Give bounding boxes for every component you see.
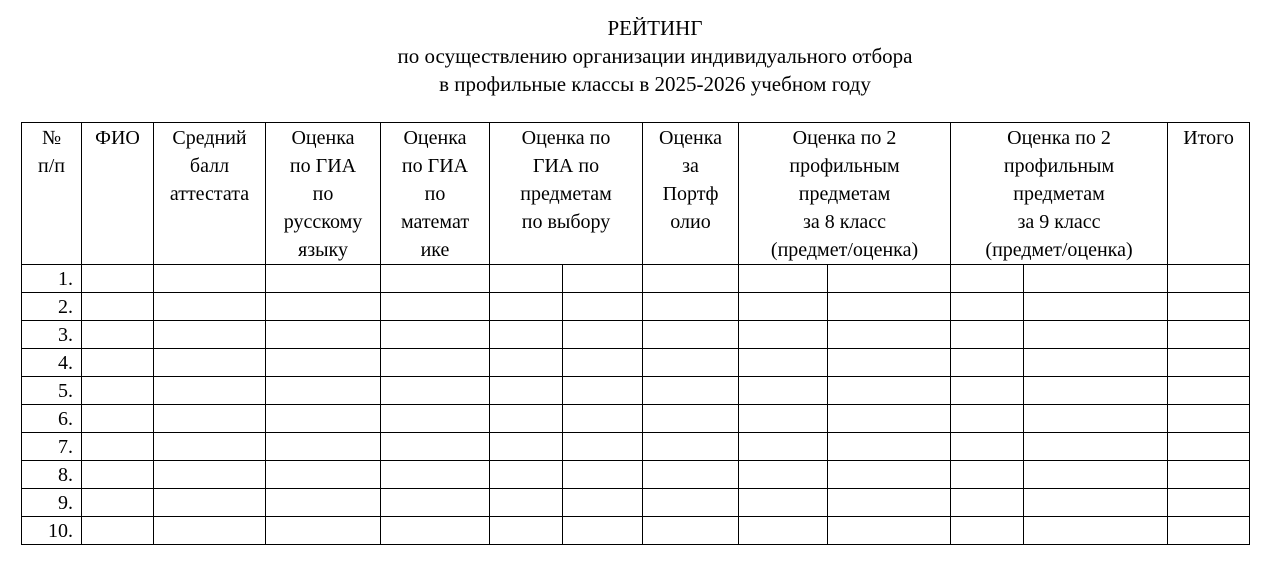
header-row-number: № п/п bbox=[22, 123, 82, 265]
cell-full-name[interactable] bbox=[82, 321, 154, 349]
row-number: 9. bbox=[22, 489, 82, 517]
cell-gia-russian[interactable] bbox=[266, 461, 381, 489]
table-row bbox=[22, 265, 1250, 293]
cell-gia-math[interactable] bbox=[381, 321, 490, 349]
cell-total[interactable] bbox=[1168, 461, 1250, 489]
cell-grade9-a[interactable] bbox=[951, 433, 1024, 461]
cell-portfolio[interactable] bbox=[643, 489, 739, 517]
cell-grade8-a[interactable] bbox=[739, 321, 828, 349]
cell-total[interactable] bbox=[1168, 489, 1250, 517]
cell-full-name[interactable] bbox=[82, 433, 154, 461]
header-gia-math: Оценка по ГИА по математ ике bbox=[381, 123, 490, 265]
cell-gia-elective-a[interactable] bbox=[490, 349, 563, 377]
header-average-grade: Средний балл аттестата bbox=[154, 123, 266, 265]
cell-grade8-b[interactable] bbox=[828, 293, 951, 321]
cell-grade8-b[interactable] bbox=[828, 349, 951, 377]
row-number: 2. bbox=[22, 293, 82, 321]
row-number: 6. bbox=[22, 405, 82, 433]
cell-grade8-a[interactable] bbox=[739, 377, 828, 405]
cell-grade9-b[interactable] bbox=[1024, 489, 1168, 517]
cell-gia-elective-b[interactable] bbox=[563, 293, 643, 321]
cell-grade9-a[interactable] bbox=[951, 265, 1024, 293]
table-row bbox=[22, 321, 1250, 349]
header-gia-elective: Оценка по ГИА по предметам по выбору bbox=[490, 123, 643, 265]
cell-grade9-a[interactable] bbox=[951, 321, 1024, 349]
title-subtitle-line-1: по осуществлению организации индивидуального отбора bbox=[397, 44, 913, 68]
cell-grade8-b[interactable] bbox=[828, 517, 951, 545]
header-total: Итого bbox=[1168, 123, 1250, 265]
cell-gia-elective-b[interactable] bbox=[563, 517, 643, 545]
table-header-row bbox=[22, 123, 1250, 265]
cell-grade9-a[interactable] bbox=[951, 489, 1024, 517]
cell-total[interactable] bbox=[1168, 517, 1250, 545]
cell-grade9-b[interactable] bbox=[1024, 349, 1168, 377]
cell-portfolio[interactable] bbox=[643, 433, 739, 461]
cell-average-grade[interactable] bbox=[154, 321, 266, 349]
cell-gia-elective-b[interactable] bbox=[563, 377, 643, 405]
cell-grade9-a[interactable] bbox=[951, 349, 1024, 377]
cell-grade8-b[interactable] bbox=[828, 489, 951, 517]
cell-gia-elective-b[interactable] bbox=[563, 405, 643, 433]
cell-grade9-a[interactable] bbox=[951, 461, 1024, 489]
cell-grade8-a[interactable] bbox=[739, 293, 828, 321]
cell-grade9-b[interactable] bbox=[1024, 321, 1168, 349]
cell-total[interactable] bbox=[1168, 377, 1250, 405]
row-number: 8. bbox=[22, 461, 82, 489]
cell-gia-russian[interactable] bbox=[266, 265, 381, 293]
cell-grade9-a[interactable] bbox=[951, 405, 1024, 433]
document-title bbox=[0, 14, 1274, 98]
cell-gia-elective-a[interactable] bbox=[490, 377, 563, 405]
cell-full-name[interactable] bbox=[82, 349, 154, 377]
cell-portfolio[interactable] bbox=[643, 321, 739, 349]
cell-gia-math[interactable] bbox=[381, 517, 490, 545]
cell-gia-elective-a[interactable] bbox=[490, 517, 563, 545]
cell-portfolio[interactable] bbox=[643, 517, 739, 545]
header-full-name: ФИО bbox=[82, 123, 154, 265]
cell-average-grade[interactable] bbox=[154, 293, 266, 321]
cell-total[interactable] bbox=[1168, 321, 1250, 349]
cell-gia-elective-a[interactable] bbox=[490, 461, 563, 489]
cell-gia-elective-a[interactable] bbox=[490, 433, 563, 461]
cell-grade9-b[interactable] bbox=[1024, 377, 1168, 405]
cell-gia-elective-b[interactable] bbox=[563, 321, 643, 349]
cell-average-grade[interactable] bbox=[154, 517, 266, 545]
cell-grade8-a[interactable] bbox=[739, 461, 828, 489]
cell-average-grade[interactable] bbox=[154, 349, 266, 377]
cell-gia-russian[interactable] bbox=[266, 433, 381, 461]
cell-average-grade[interactable] bbox=[154, 489, 266, 517]
table-row bbox=[22, 461, 1250, 489]
cell-grade9-b[interactable] bbox=[1024, 517, 1168, 545]
header-profile-grade-9: Оценка по 2 профильным предметам за 9 класс (предмет/оценка) bbox=[951, 123, 1168, 265]
cell-portfolio[interactable] bbox=[643, 293, 739, 321]
cell-gia-elective-b[interactable] bbox=[563, 489, 643, 517]
cell-portfolio[interactable] bbox=[643, 349, 739, 377]
cell-gia-elective-b[interactable] bbox=[563, 265, 643, 293]
cell-gia-elective-b[interactable] bbox=[563, 349, 643, 377]
cell-grade9-a[interactable] bbox=[951, 293, 1024, 321]
cell-gia-elective-b[interactable] bbox=[563, 461, 643, 489]
row-number: 3. bbox=[22, 321, 82, 349]
cell-full-name[interactable] bbox=[82, 293, 154, 321]
row-number: 10. bbox=[22, 517, 82, 545]
cell-gia-elective-b[interactable] bbox=[563, 433, 643, 461]
cell-gia-math[interactable] bbox=[381, 489, 490, 517]
cell-grade8-b[interactable] bbox=[828, 265, 951, 293]
table-row bbox=[22, 405, 1250, 433]
cell-gia-elective-a[interactable] bbox=[490, 293, 563, 321]
cell-grade8-b[interactable] bbox=[828, 321, 951, 349]
cell-grade8-a[interactable] bbox=[739, 349, 828, 377]
cell-gia-russian[interactable] bbox=[266, 293, 381, 321]
cell-full-name[interactable] bbox=[82, 461, 154, 489]
row-number: 5. bbox=[22, 377, 82, 405]
header-profile-grade-8: Оценка по 2 профильным предметам за 8 класс (предмет/оценка) bbox=[739, 123, 951, 265]
cell-gia-math[interactable] bbox=[381, 265, 490, 293]
cell-gia-elective-a[interactable] bbox=[490, 265, 563, 293]
cell-gia-math[interactable] bbox=[381, 433, 490, 461]
cell-gia-math[interactable] bbox=[381, 405, 490, 433]
cell-grade8-a[interactable] bbox=[739, 405, 828, 433]
cell-average-grade[interactable] bbox=[154, 405, 266, 433]
cell-full-name[interactable] bbox=[82, 377, 154, 405]
cell-grade8-a[interactable] bbox=[739, 517, 828, 545]
title-heading: РЕЙТИНГ bbox=[607, 16, 703, 40]
cell-gia-elective-a[interactable] bbox=[490, 489, 563, 517]
cell-gia-russian[interactable] bbox=[266, 321, 381, 349]
cell-gia-russian[interactable] bbox=[266, 377, 381, 405]
table-row bbox=[22, 489, 1250, 517]
cell-grade9-b[interactable] bbox=[1024, 293, 1168, 321]
cell-total[interactable] bbox=[1168, 433, 1250, 461]
cell-portfolio[interactable] bbox=[643, 377, 739, 405]
cell-grade9-b[interactable] bbox=[1024, 405, 1168, 433]
rating-table bbox=[21, 122, 1250, 545]
cell-grade8-b[interactable] bbox=[828, 405, 951, 433]
table-row bbox=[22, 517, 1250, 545]
cell-gia-math[interactable] bbox=[381, 349, 490, 377]
title-subtitle-line-2: в профильные классы в 2025-2026 учебном году bbox=[439, 72, 871, 96]
cell-gia-math[interactable] bbox=[381, 377, 490, 405]
cell-grade8-b[interactable] bbox=[828, 433, 951, 461]
cell-full-name[interactable] bbox=[82, 405, 154, 433]
cell-grade8-a[interactable] bbox=[739, 489, 828, 517]
table-row bbox=[22, 433, 1250, 461]
cell-average-grade[interactable] bbox=[154, 265, 266, 293]
cell-grade8-a[interactable] bbox=[739, 265, 828, 293]
row-number: 7. bbox=[22, 433, 82, 461]
row-number: 4. bbox=[22, 349, 82, 377]
cell-grade9-b[interactable] bbox=[1024, 461, 1168, 489]
header-gia-russian: Оценка по ГИА по русскому языку bbox=[266, 123, 381, 265]
cell-gia-russian[interactable] bbox=[266, 517, 381, 545]
cell-gia-elective-a[interactable] bbox=[490, 321, 563, 349]
cell-grade8-a[interactable] bbox=[739, 433, 828, 461]
cell-grade9-b[interactable] bbox=[1024, 433, 1168, 461]
cell-gia-russian[interactable] bbox=[266, 349, 381, 377]
cell-portfolio[interactable] bbox=[643, 405, 739, 433]
cell-gia-elective-a[interactable] bbox=[490, 405, 563, 433]
cell-gia-russian[interactable] bbox=[266, 489, 381, 517]
cell-portfolio[interactable] bbox=[643, 461, 739, 489]
cell-total[interactable] bbox=[1168, 405, 1250, 433]
cell-grade9-b[interactable] bbox=[1024, 265, 1168, 293]
cell-full-name[interactable] bbox=[82, 265, 154, 293]
header-portfolio: Оценка за Портф олио bbox=[643, 123, 739, 265]
cell-gia-math[interactable] bbox=[381, 293, 490, 321]
row-number: 1. bbox=[22, 265, 82, 293]
cell-total[interactable] bbox=[1168, 265, 1250, 293]
cell-full-name[interactable] bbox=[82, 489, 154, 517]
cell-total[interactable] bbox=[1168, 293, 1250, 321]
cell-full-name[interactable] bbox=[82, 517, 154, 545]
cell-grade9-a[interactable] bbox=[951, 517, 1024, 545]
cell-gia-math[interactable] bbox=[381, 461, 490, 489]
cell-total[interactable] bbox=[1168, 349, 1250, 377]
cell-average-grade[interactable] bbox=[154, 377, 266, 405]
cell-grade8-b[interactable] bbox=[828, 461, 951, 489]
cell-grade9-a[interactable] bbox=[951, 377, 1024, 405]
table-row bbox=[22, 293, 1250, 321]
cell-grade8-b[interactable] bbox=[828, 377, 951, 405]
cell-average-grade[interactable] bbox=[154, 433, 266, 461]
cell-average-grade[interactable] bbox=[154, 461, 266, 489]
cell-gia-russian[interactable] bbox=[266, 405, 381, 433]
table-row bbox=[22, 349, 1250, 377]
table-row bbox=[22, 377, 1250, 405]
cell-portfolio[interactable] bbox=[643, 265, 739, 293]
